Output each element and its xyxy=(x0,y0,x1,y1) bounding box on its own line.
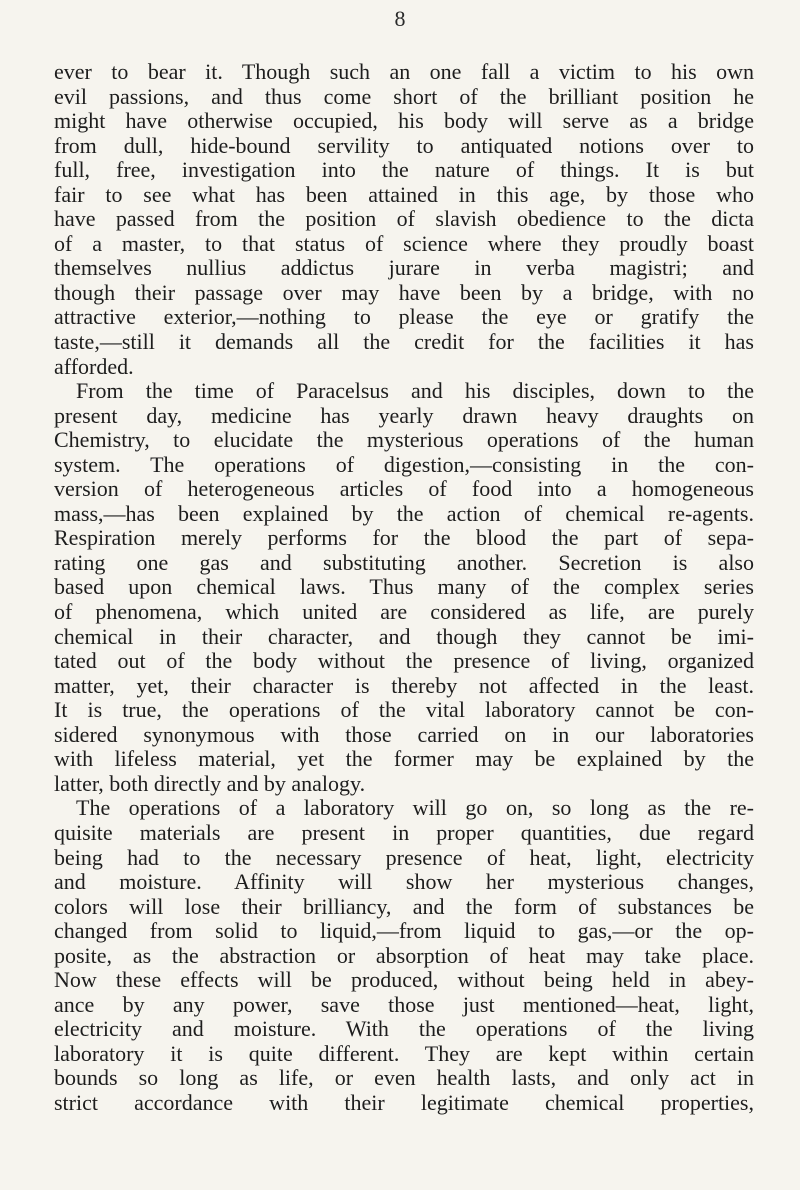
text-line: rating one gas and substituting another. Secretion is also xyxy=(54,550,754,575)
text-line: quisite materials are present in proper quantities, due regard xyxy=(54,820,754,845)
text-line: attractive exterior,—nothing to please the eye or gratify the xyxy=(54,305,754,330)
text-line: sidered synonymous with those carried on in our laboratories xyxy=(54,722,754,747)
text-line: with lifeless material, yet the former may be explained by the xyxy=(54,747,754,772)
text-line: mass,—has been explained by the action of chemical re-agents. xyxy=(54,501,754,526)
text-line: present day, medicine has yearly drawn heavy draughts on xyxy=(54,403,754,428)
paragraph-3 xyxy=(54,796,754,1115)
text-line: afforded. xyxy=(54,354,134,379)
text-line: might have otherwise occupied, his body will serve as a bridge xyxy=(54,109,754,134)
text-line: version of heterogeneous articles of food into a homogeneous xyxy=(54,477,754,502)
text-line: and moisture. Affinity will show her mysterious changes, xyxy=(54,870,754,895)
text-line: strict accordance with their legitimate chemical properties, xyxy=(54,1090,754,1115)
text-line: electricity and moisture. With the operations of the living xyxy=(54,1017,754,1042)
text-line: full, free, investigation into the nature of things. It is but xyxy=(54,158,754,183)
text-line: of a master, to that status of science where they proudly boast xyxy=(54,231,754,256)
text-line: Respiration merely performs for the blood the part of sepa- xyxy=(54,526,754,551)
text-line: tated out of the body without the presence of living, organized xyxy=(54,649,754,674)
text-line: taste,—still it demands all the credit for the facilities it has xyxy=(54,330,754,355)
paragraph-1 xyxy=(54,60,754,379)
text-line: fair to see what has been attained in this age, by those who xyxy=(54,182,754,207)
text-line: It is true, the operations of the vital laboratory cannot be con- xyxy=(54,698,754,723)
text-line: ance by any power, save those just mentioned—heat, light, xyxy=(54,992,754,1017)
text-line: ever to bear it. Though such an one fall a victim to his own xyxy=(54,60,754,84)
text-line: Chemistry, to elucidate the mysterious operations of the human xyxy=(54,428,754,453)
text-line: themselves nullius addictus jurare in verba magistri; and xyxy=(54,256,754,281)
text-line: system. The operations of digestion,—consisting in the con- xyxy=(54,452,754,477)
text-line: From the time of Paracelsus and his disciples, down to the xyxy=(76,379,754,404)
paragraph-2 xyxy=(54,379,754,796)
text-line: though their passage over may have been by a bridge, with no xyxy=(54,280,754,305)
body-text xyxy=(54,60,754,1116)
text-line: have passed from the position of slavish obedience to the dicta xyxy=(54,207,754,232)
text-line: being had to the necessary presence of heat, light, electricity xyxy=(54,845,754,870)
text-line: Now these effects will be produced, without being held in abey- xyxy=(54,968,754,993)
text-line: changed from solid to liquid,—from liquid to gas,—or the op- xyxy=(54,919,754,944)
text-line: from dull, hide-bound servility to antiquated notions over to xyxy=(54,133,754,158)
text-line: posite, as the abstraction or absorption of heat may take place. xyxy=(54,943,754,968)
text-line: of phenomena, which united are considered as life, are purely xyxy=(54,600,754,625)
text-line: based upon chemical laws. Thus many of the complex series xyxy=(54,575,754,600)
text-line: bounds so long as life, or even health lasts, and only act in xyxy=(54,1066,754,1091)
text-line: The operations of a laboratory will go on, so long as the re- xyxy=(76,796,754,821)
text-line: latter, both directly and by analogy. xyxy=(54,771,366,796)
page-number: 8 xyxy=(394,6,406,31)
text-line: laboratory it is quite different. They are kept within certain xyxy=(54,1041,754,1066)
text-line: matter, yet, their character is thereby not affected in the least. xyxy=(54,673,754,698)
text-line: evil passions, and thus come short of the brilliant position he xyxy=(54,84,754,109)
text-line: chemical in their character, and though they cannot be imi- xyxy=(54,624,754,649)
text-line: colors will lose their brilliancy, and the form of substances be xyxy=(54,894,754,919)
